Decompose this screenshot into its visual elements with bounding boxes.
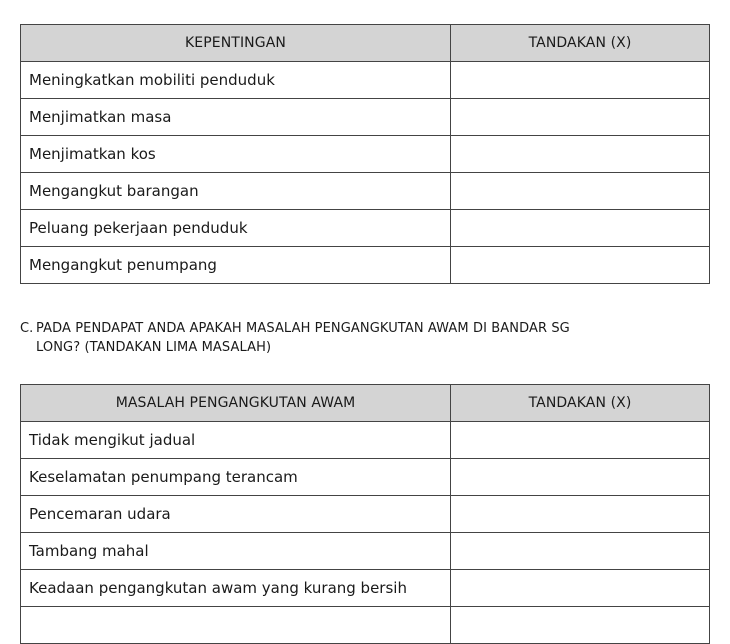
mark-cell[interactable] — [451, 496, 710, 533]
mark-cell[interactable] — [451, 422, 710, 459]
question-text-line-1: PADA PENDAPAT ANDA APAKAH MASALAH PENGANGKUTAN AWAM DI BANDAR SG — [36, 321, 570, 336]
mark-cell[interactable] — [451, 247, 710, 284]
mark-cell[interactable] — [451, 62, 710, 99]
table-header-row — [21, 385, 710, 422]
mark-cell[interactable] — [451, 99, 710, 136]
row-label: Menjimatkan masa — [21, 99, 451, 136]
importance-table — [20, 24, 710, 284]
row-label: Peluang pekerjaan penduduk — [21, 210, 451, 247]
table-row — [21, 247, 710, 284]
mark-cell[interactable] — [451, 607, 710, 644]
table-row — [21, 496, 710, 533]
column-header-importance: KEPENTINGAN — [21, 25, 451, 62]
transport-problems-table — [20, 384, 710, 644]
table-row — [21, 459, 710, 496]
question-c — [20, 319, 709, 357]
column-header-mark: TANDAKAN (X) — [451, 25, 710, 62]
row-label: Meningkatkan mobiliti penduduk — [21, 62, 451, 99]
question-number: C. — [20, 321, 34, 336]
table-row — [21, 533, 710, 570]
row-label: Tidak mengikut jadual — [21, 422, 451, 459]
row-label: Mengangkut penumpang — [21, 247, 451, 284]
row-label: Mengangkut barangan — [21, 173, 451, 210]
table-row — [21, 422, 710, 459]
table-header-row — [21, 25, 710, 62]
table-row — [21, 136, 710, 173]
table-row — [21, 570, 710, 607]
table-row — [21, 210, 710, 247]
mark-cell[interactable] — [451, 459, 710, 496]
mark-cell[interactable] — [451, 570, 710, 607]
table-row — [21, 62, 710, 99]
row-label: Pencemaran udara — [21, 496, 451, 533]
row-label: Keadaan pengangkutan awam yang kurang bersih — [21, 570, 451, 607]
mark-cell[interactable] — [451, 136, 710, 173]
column-header-problems: MASALAH PENGANGKUTAN AWAM — [21, 385, 451, 422]
table-row — [21, 607, 710, 644]
row-label: Menjimatkan kos — [21, 136, 451, 173]
column-header-mark: TANDAKAN (X) — [451, 385, 710, 422]
mark-cell[interactable] — [451, 173, 710, 210]
table-row — [21, 173, 710, 210]
row-label: Tambang mahal — [21, 533, 451, 570]
row-label — [21, 607, 451, 644]
mark-cell[interactable] — [451, 210, 710, 247]
question-text-line-2: LONG? (TANDAKAN LIMA MASALAH) — [36, 340, 272, 355]
row-label: Keselamatan penumpang terancam — [21, 459, 451, 496]
mark-cell[interactable] — [451, 533, 710, 570]
table-row — [21, 99, 710, 136]
